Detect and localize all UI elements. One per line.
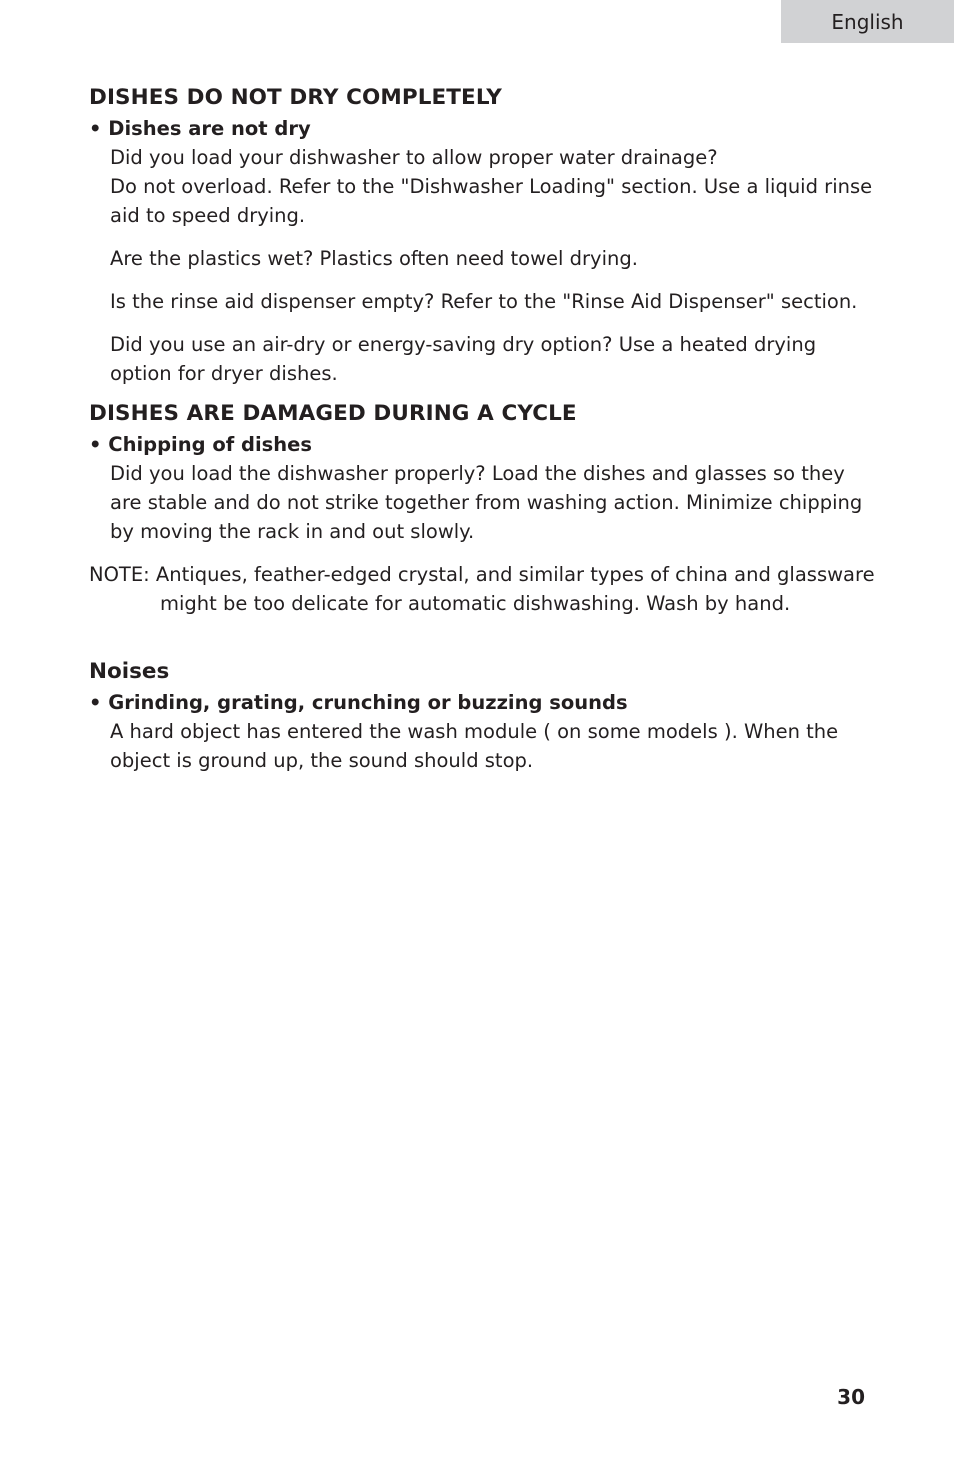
bullet-dishes-not-dry: • Dishes are not dry bbox=[89, 117, 311, 140]
page-number: 30 bbox=[837, 1385, 865, 1409]
section-dishes-damaged bbox=[89, 398, 879, 618]
section-dishes-do-not-dry bbox=[89, 82, 879, 388]
language-label: English bbox=[831, 9, 904, 34]
paragraph-drainage bbox=[89, 143, 879, 230]
bullet-grinding-sounds: • Grinding, grating, crunching or buzzing sounds bbox=[89, 691, 628, 714]
paragraph-dry-option: Did you use an air-dry or energy-saving dry option? Use a heated drying option for dryer dishes. bbox=[110, 333, 817, 385]
paragraph-drainage-line1: Did you load your dishwasher to allow proper water drainage? bbox=[110, 146, 718, 169]
section-heading-noises: Noises bbox=[89, 659, 170, 684]
note-antiques: NOTE: Antiques, feather-edged crystal, and similar types of china and glassware might be too delicate for automatic dishwashing. Wash by hand. bbox=[89, 563, 875, 615]
paragraph-drainage-line2: Do not overload. Refer to the "Dishwasher Loading" section. Use a liquid rinse aid to speed drying. bbox=[110, 175, 873, 227]
paragraph-hard-object: A hard object has entered the wash module ( on some models ). When the object is ground up, the sound should stop. bbox=[110, 720, 839, 772]
section-heading-dry: DISHES DO NOT DRY COMPLETELY bbox=[89, 85, 502, 110]
paragraph-load-properly: Did you load the dishwasher properly? Load the dishes and glasses so they are stable and do not strike together from washing action. Minimize chipping by moving the rack in and out slowly. bbox=[110, 462, 863, 543]
paragraph-rinse-aid: Is the rinse aid dispenser empty? Refer to the "Rinse Aid Dispenser" section. bbox=[110, 290, 858, 313]
paragraph-plastics: Are the plastics wet? Plastics often need towel drying. bbox=[110, 247, 638, 270]
language-tab bbox=[781, 0, 954, 43]
section-heading-damaged: DISHES ARE DAMAGED DURING A CYCLE bbox=[89, 401, 577, 426]
section-noises bbox=[89, 656, 879, 775]
page-content bbox=[89, 82, 879, 775]
bullet-chipping: • Chipping of dishes bbox=[89, 433, 312, 456]
